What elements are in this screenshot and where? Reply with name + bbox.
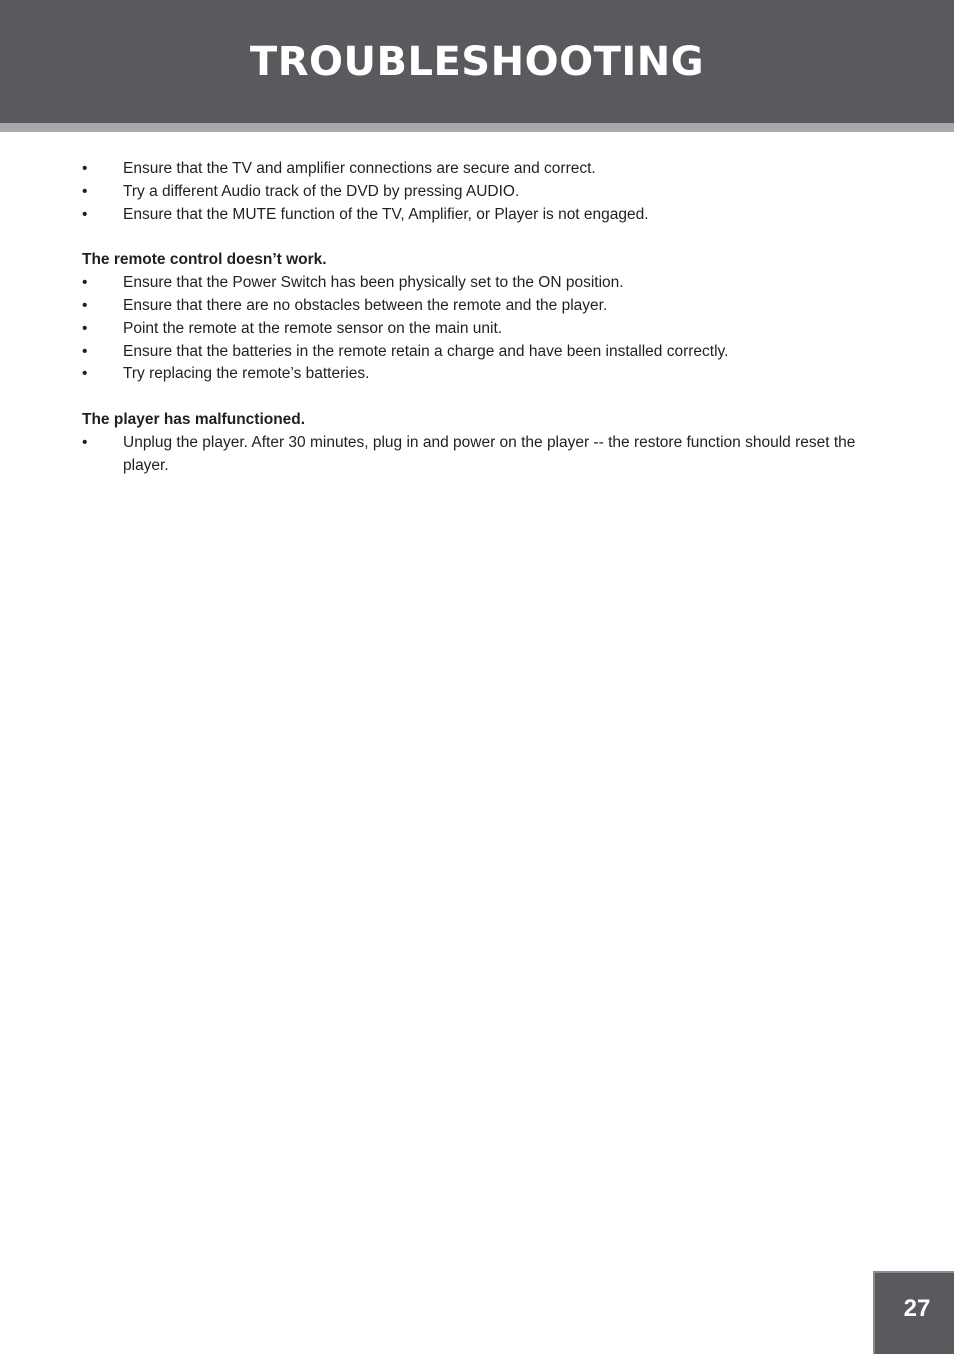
audio-tips-list bbox=[82, 158, 882, 226]
bullet-icon: • bbox=[82, 274, 88, 292]
list-item-text: Point the remote at the remote sensor on the main unit. bbox=[123, 319, 503, 337]
page-title: TROUBLESHOOTING bbox=[249, 39, 705, 85]
malfunction-tips-list bbox=[82, 432, 882, 478]
list-item-text: Try a different Audio track of the DVD by pressing AUDIO. bbox=[123, 182, 520, 200]
remote-section-heading: The remote control doesn’t work. bbox=[82, 251, 327, 269]
list-item-text: Unplug the player. After 30 minutes, plug in and power on the player -- the restore function should reset the player. bbox=[123, 433, 856, 474]
list-item-text: Ensure that the Power Switch has been physically set to the ON position. bbox=[123, 274, 624, 292]
list-item bbox=[82, 341, 882, 364]
list-item bbox=[82, 318, 882, 341]
bullet-icon: • bbox=[82, 205, 88, 223]
bullet-icon: • bbox=[82, 319, 88, 337]
bullet-icon: • bbox=[82, 296, 88, 314]
bullet-icon: • bbox=[82, 182, 88, 200]
list-item bbox=[82, 204, 882, 227]
list-item-text: Ensure that the TV and amplifier connections are secure and correct. bbox=[123, 160, 596, 177]
page-number-tab bbox=[873, 1271, 954, 1354]
list-item-text: Ensure that the MUTE function of the TV, Amplifier, or Player is not engaged. bbox=[123, 205, 649, 223]
list-item bbox=[82, 363, 882, 386]
malfunction-section-heading: The player has malfunctioned. bbox=[82, 411, 306, 429]
list-item bbox=[82, 432, 882, 478]
list-item bbox=[82, 158, 882, 181]
list-item bbox=[82, 295, 882, 318]
list-item-text: Try replacing the remote’s batteries. bbox=[123, 365, 370, 383]
page-header bbox=[0, 0, 954, 123]
page-number: 27 bbox=[903, 1295, 931, 1322]
list-item bbox=[82, 181, 882, 204]
bullet-icon: • bbox=[82, 160, 88, 177]
list-item-text: Ensure that there are no obstacles between the remote and the player. bbox=[123, 296, 608, 314]
remote-tips-list bbox=[82, 272, 882, 386]
bullet-icon: • bbox=[82, 433, 88, 451]
header-divider bbox=[0, 123, 954, 132]
bullet-icon: • bbox=[82, 365, 88, 383]
bullet-icon: • bbox=[82, 342, 88, 360]
list-item bbox=[82, 272, 882, 295]
list-item-text: Ensure that the batteries in the remote retain a charge and have been installed correctly. bbox=[123, 342, 729, 360]
troubleshooting-content bbox=[82, 158, 882, 478]
